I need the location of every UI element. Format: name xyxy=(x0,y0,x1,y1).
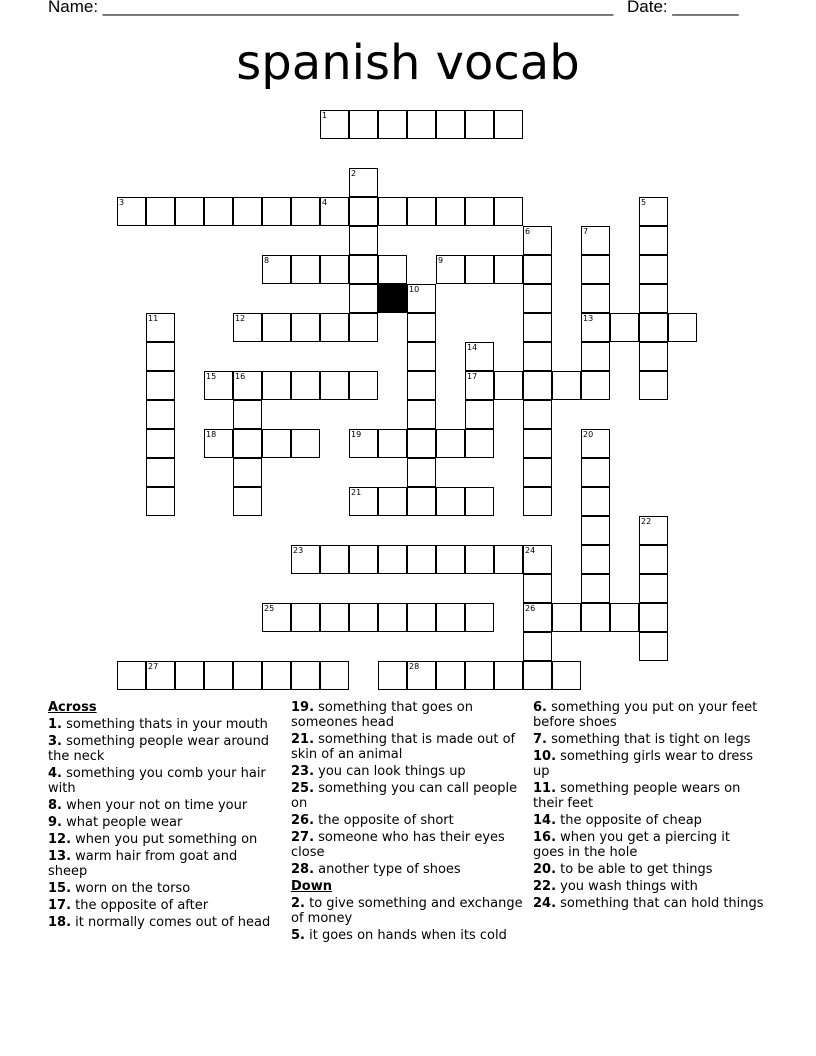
across-clue xyxy=(291,862,523,877)
grid-cell[interactable] xyxy=(523,284,552,313)
grid-cell[interactable] xyxy=(349,487,378,516)
grid-cell[interactable] xyxy=(291,371,320,400)
across-clue xyxy=(291,764,523,779)
grid-cell[interactable] xyxy=(320,371,349,400)
grid-cell[interactable] xyxy=(465,255,494,284)
clue-text: when you put something on xyxy=(71,832,258,847)
grid-cell[interactable] xyxy=(465,400,494,429)
grid-cell[interactable] xyxy=(494,661,523,690)
down-clue xyxy=(533,700,765,730)
grid-cell[interactable] xyxy=(523,632,552,661)
grid-cell[interactable] xyxy=(465,342,494,371)
grid-cell[interactable] xyxy=(349,545,378,574)
clue-text: something that is made out of skin of an animal xyxy=(291,732,516,762)
across-clue xyxy=(48,734,280,764)
grid-cell[interactable] xyxy=(204,371,233,400)
grid-cell[interactable] xyxy=(436,487,465,516)
grid-cell[interactable] xyxy=(320,197,349,226)
across-clue xyxy=(48,832,280,847)
grid-cell[interactable] xyxy=(407,110,436,139)
clue-number: 7 xyxy=(583,227,589,236)
clue-column-3 xyxy=(533,700,765,913)
clue-text: something that is tight on legs xyxy=(546,732,751,747)
across-clue xyxy=(48,849,280,879)
clue-number: 10 xyxy=(409,285,420,294)
grid-cell[interactable] xyxy=(639,545,668,574)
grid-cell[interactable] xyxy=(407,545,436,574)
grid-cell[interactable] xyxy=(581,429,610,458)
grid-cell[interactable] xyxy=(552,661,581,690)
clue-text: to give something and exchange of money xyxy=(291,896,523,926)
clue-number: 17 xyxy=(467,372,478,381)
grid-cell[interactable] xyxy=(639,516,668,545)
clue-number-label: 15. xyxy=(48,881,72,896)
clue-text: when you get a piercing it goes in the hole xyxy=(533,830,731,860)
grid-cell[interactable] xyxy=(523,371,552,400)
black-cell xyxy=(378,284,407,313)
down-clue xyxy=(533,749,765,779)
grid-cell[interactable] xyxy=(581,313,610,342)
across-heading: Across xyxy=(48,700,97,715)
grid-cell[interactable] xyxy=(262,661,291,690)
clue-number-label: 8. xyxy=(48,798,62,813)
grid-cell[interactable] xyxy=(581,458,610,487)
grid-cell[interactable] xyxy=(581,371,610,400)
grid-cell[interactable] xyxy=(378,429,407,458)
grid-cell[interactable] xyxy=(639,197,668,226)
page-title: spanish vocab xyxy=(236,35,580,91)
grid-cell[interactable] xyxy=(378,110,407,139)
clue-number: 12 xyxy=(235,314,246,323)
clue-text: when your not on time your xyxy=(61,798,248,813)
grid-cell[interactable] xyxy=(523,661,552,690)
clue-number: 27 xyxy=(148,662,159,671)
grid-cell[interactable] xyxy=(581,516,610,545)
across-clue xyxy=(48,915,280,930)
grid-cell[interactable] xyxy=(610,313,639,342)
clue-number: 18 xyxy=(206,430,217,439)
grid-cell[interactable] xyxy=(407,400,436,429)
grid-cell[interactable] xyxy=(436,545,465,574)
grid-cell[interactable] xyxy=(639,371,668,400)
grid-cell[interactable] xyxy=(523,313,552,342)
clue-text: the opposite of after xyxy=(71,898,209,913)
grid-cell[interactable] xyxy=(523,429,552,458)
grid-cell[interactable] xyxy=(407,429,436,458)
clue-column-2 xyxy=(291,700,523,945)
clue-text: it goes on hands when its cold xyxy=(304,928,507,943)
clue-text: you can look things up xyxy=(314,764,466,779)
down-clue xyxy=(533,896,765,911)
clue-number: 26 xyxy=(525,604,536,613)
grid-cell[interactable] xyxy=(465,371,494,400)
clue-number: 4 xyxy=(322,198,328,207)
grid-cell[interactable] xyxy=(146,197,175,226)
clue-number-label: 10. xyxy=(533,749,557,764)
grid-cell[interactable] xyxy=(204,429,233,458)
clue-number: 28 xyxy=(409,662,420,671)
grid-cell[interactable] xyxy=(233,197,262,226)
grid-cell[interactable] xyxy=(291,429,320,458)
clue-number: 1 xyxy=(322,111,328,120)
down-clue xyxy=(533,830,765,860)
grid-cell[interactable] xyxy=(262,313,291,342)
grid-cell[interactable] xyxy=(378,255,407,284)
clue-number-label: 23. xyxy=(291,764,315,779)
clue-number: 5 xyxy=(641,198,647,207)
across-clue xyxy=(291,813,523,828)
grid-cell[interactable] xyxy=(494,255,523,284)
grid-cell[interactable] xyxy=(378,487,407,516)
grid-cell[interactable] xyxy=(639,603,668,632)
clue-text: it normally comes out of head xyxy=(71,915,271,930)
clue-number: 13 xyxy=(583,314,594,323)
grid-cell[interactable] xyxy=(639,226,668,255)
grid-cell[interactable] xyxy=(523,458,552,487)
grid-cell[interactable] xyxy=(349,110,378,139)
clue-text: something you put on your feet before shoes xyxy=(533,700,758,730)
clue-number: 25 xyxy=(264,604,275,613)
clue-number-label: 28. xyxy=(291,862,315,877)
grid-cell[interactable] xyxy=(639,284,668,313)
grid-cell[interactable] xyxy=(465,429,494,458)
grid-cell[interactable] xyxy=(465,661,494,690)
grid-cell[interactable] xyxy=(639,255,668,284)
clue-number: 22 xyxy=(641,517,652,526)
clue-text: another type of shoes xyxy=(314,862,461,877)
grid-cell[interactable] xyxy=(523,487,552,516)
grid-cell[interactable] xyxy=(494,110,523,139)
grid-cell[interactable] xyxy=(523,574,552,603)
grid-cell[interactable] xyxy=(523,226,552,255)
grid-cell[interactable] xyxy=(465,603,494,632)
clue-number-label: 16. xyxy=(533,830,557,845)
grid-cell[interactable] xyxy=(465,197,494,226)
clue-number-label: 3. xyxy=(48,734,62,749)
grid-cell[interactable] xyxy=(378,545,407,574)
grid-cell[interactable] xyxy=(407,603,436,632)
grid-cell[interactable] xyxy=(320,255,349,284)
down-clue xyxy=(533,879,765,894)
grid-cell[interactable] xyxy=(465,545,494,574)
clue-text: you wash things with xyxy=(556,879,698,894)
clue-number-label: 24. xyxy=(533,896,557,911)
grid-cell[interactable] xyxy=(610,603,639,632)
grid-cell[interactable] xyxy=(407,197,436,226)
grid-cell[interactable] xyxy=(581,545,610,574)
grid-cell[interactable] xyxy=(349,255,378,284)
clue-number-label: 21. xyxy=(291,732,315,747)
clue-number-label: 6. xyxy=(533,700,547,715)
grid-cell[interactable] xyxy=(639,632,668,661)
grid-cell[interactable] xyxy=(320,545,349,574)
across-clue xyxy=(48,717,280,732)
grid-cell[interactable] xyxy=(146,661,175,690)
grid-cell[interactable] xyxy=(262,603,291,632)
grid-cell[interactable] xyxy=(436,255,465,284)
grid-cell[interactable] xyxy=(291,661,320,690)
clue-number-label: 27. xyxy=(291,830,315,845)
clue-number: 16 xyxy=(235,372,246,381)
grid-cell[interactable] xyxy=(262,255,291,284)
grid-cell[interactable] xyxy=(407,342,436,371)
grid-cell[interactable] xyxy=(349,284,378,313)
clue-number: 3 xyxy=(119,198,125,207)
name-field-label: Name: ______________________________________________________ xyxy=(48,0,614,16)
across-clue xyxy=(48,881,280,896)
clue-number-label: 14. xyxy=(533,813,557,828)
grid-cell[interactable] xyxy=(146,342,175,371)
grid-cell[interactable] xyxy=(320,603,349,632)
clue-number: 20 xyxy=(583,430,594,439)
clue-text: something girls wear to dress up xyxy=(533,749,753,779)
grid-cell[interactable] xyxy=(436,661,465,690)
grid-cell[interactable] xyxy=(552,371,581,400)
grid-cell[interactable] xyxy=(146,429,175,458)
grid-cell[interactable] xyxy=(204,661,233,690)
clue-text: someone who has their eyes close xyxy=(291,830,505,860)
grid-cell[interactable] xyxy=(175,661,204,690)
clue-number-label: 2. xyxy=(291,896,305,911)
clue-number-label: 9. xyxy=(48,815,62,830)
down-clue xyxy=(533,781,765,811)
clue-number-label: 26. xyxy=(291,813,315,828)
down-heading: Down xyxy=(291,879,332,894)
down-clue xyxy=(533,862,765,877)
across-clue xyxy=(48,798,280,813)
grid-cell[interactable] xyxy=(465,487,494,516)
across-clue xyxy=(291,732,523,762)
clue-text: something thats in your mouth xyxy=(61,717,268,732)
grid-cell[interactable] xyxy=(320,661,349,690)
grid-cell[interactable] xyxy=(146,400,175,429)
clue-text: something people wear around the neck xyxy=(48,734,270,764)
clue-number-label: 12. xyxy=(48,832,72,847)
clue-text: what people wear xyxy=(61,815,183,830)
grid-cell[interactable] xyxy=(581,574,610,603)
down-clue xyxy=(291,928,523,943)
clue-number-label: 17. xyxy=(48,898,72,913)
down-clue xyxy=(533,813,765,828)
grid-cell[interactable] xyxy=(581,603,610,632)
grid-cell[interactable] xyxy=(349,429,378,458)
clue-number-label: 19. xyxy=(291,700,315,715)
clue-number-label: 22. xyxy=(533,879,557,894)
clue-number-label: 25. xyxy=(291,781,315,796)
grid-cell[interactable] xyxy=(494,545,523,574)
grid-cell[interactable] xyxy=(668,313,697,342)
grid-cell[interactable] xyxy=(291,197,320,226)
clue-text: worn on the torso xyxy=(71,881,191,896)
clue-number-label: 4. xyxy=(48,766,62,781)
grid-cell[interactable] xyxy=(581,284,610,313)
clue-number-label: 7. xyxy=(533,732,547,747)
grid-cell[interactable] xyxy=(262,429,291,458)
grid-cell[interactable] xyxy=(233,487,262,516)
clue-number: 8 xyxy=(264,256,270,265)
clue-number-label: 13. xyxy=(48,849,72,864)
grid-cell[interactable] xyxy=(233,400,262,429)
grid-cell[interactable] xyxy=(581,342,610,371)
grid-cell[interactable] xyxy=(262,371,291,400)
across-clue xyxy=(291,781,523,811)
grid-cell[interactable] xyxy=(494,371,523,400)
clue-number-label: 18. xyxy=(48,915,72,930)
down-clue xyxy=(533,732,765,747)
grid-cell[interactable] xyxy=(146,371,175,400)
clue-number: 11 xyxy=(148,314,159,323)
grid-cell[interactable] xyxy=(523,342,552,371)
across-clue xyxy=(48,815,280,830)
grid-cell[interactable] xyxy=(523,545,552,574)
grid-cell[interactable] xyxy=(639,342,668,371)
grid-cell[interactable] xyxy=(291,255,320,284)
grid-cell[interactable] xyxy=(117,661,146,690)
down-clue xyxy=(291,896,523,926)
grid-cell[interactable] xyxy=(233,661,262,690)
grid-cell[interactable] xyxy=(407,371,436,400)
grid-cell[interactable] xyxy=(146,313,175,342)
grid-cell[interactable] xyxy=(233,458,262,487)
grid-cell[interactable] xyxy=(233,313,262,342)
grid-cell[interactable] xyxy=(349,197,378,226)
across-clue xyxy=(291,700,523,730)
grid-cell[interactable] xyxy=(378,197,407,226)
clue-text: the opposite of short xyxy=(314,813,454,828)
grid-cell[interactable] xyxy=(407,487,436,516)
clue-number: 2 xyxy=(351,169,357,178)
grid-cell[interactable] xyxy=(233,371,262,400)
clue-number-label: 20. xyxy=(533,862,557,877)
grid-cell[interactable] xyxy=(291,603,320,632)
grid-cell[interactable] xyxy=(639,313,668,342)
grid-cell[interactable] xyxy=(436,110,465,139)
grid-cell[interactable] xyxy=(436,603,465,632)
grid-cell[interactable] xyxy=(146,458,175,487)
grid-cell[interactable] xyxy=(407,661,436,690)
grid-cell[interactable] xyxy=(349,371,378,400)
grid-cell[interactable] xyxy=(523,400,552,429)
clue-number-label: 11. xyxy=(533,781,557,796)
grid-cell[interactable] xyxy=(349,226,378,255)
grid-cell[interactable] xyxy=(320,313,349,342)
clue-text: something people wears on their feet xyxy=(533,781,741,811)
clue-text: something you comb your hair with xyxy=(48,766,266,796)
grid-cell[interactable] xyxy=(233,429,262,458)
clue-number: 21 xyxy=(351,488,362,497)
grid-cell[interactable] xyxy=(581,226,610,255)
grid-cell[interactable] xyxy=(349,603,378,632)
clue-number: 14 xyxy=(467,343,478,352)
grid-cell[interactable] xyxy=(407,458,436,487)
grid-cell[interactable] xyxy=(175,197,204,226)
grid-cell[interactable] xyxy=(291,545,320,574)
across-clue xyxy=(291,830,523,860)
clue-text: something that can hold things xyxy=(556,896,764,911)
grid-cell[interactable] xyxy=(436,197,465,226)
clue-text: warm hair from goat and sheep xyxy=(48,849,238,879)
grid-cell[interactable] xyxy=(204,197,233,226)
clue-text: something you can call people on xyxy=(291,781,518,811)
clue-number: 15 xyxy=(206,372,217,381)
grid-cell[interactable] xyxy=(117,197,146,226)
grid-cell[interactable] xyxy=(262,197,291,226)
clue-text: to be able to get things xyxy=(556,862,713,877)
grid-cell[interactable] xyxy=(465,110,494,139)
grid-cell[interactable] xyxy=(349,168,378,197)
grid-cell[interactable] xyxy=(581,255,610,284)
grid-cell[interactable] xyxy=(320,110,349,139)
grid-cell[interactable] xyxy=(291,313,320,342)
grid-cell[interactable] xyxy=(523,603,552,632)
clue-number: 19 xyxy=(351,430,362,439)
clue-text: the opposite of cheap xyxy=(556,813,702,828)
clue-number: 24 xyxy=(525,546,536,555)
clue-number: 6 xyxy=(525,227,531,236)
clue-number: 9 xyxy=(438,256,444,265)
grid-cell[interactable] xyxy=(378,603,407,632)
across-clue xyxy=(48,766,280,796)
clue-text: something that goes on someones head xyxy=(291,700,473,730)
grid-cell[interactable] xyxy=(494,197,523,226)
grid-cell[interactable] xyxy=(349,313,378,342)
clue-number-label: 5. xyxy=(291,928,305,943)
grid-cell[interactable] xyxy=(407,284,436,313)
clue-number-label: 1. xyxy=(48,717,62,732)
grid-cell[interactable] xyxy=(378,661,407,690)
date-field-label: Date: _______ xyxy=(627,0,739,16)
across-clue xyxy=(48,898,280,913)
grid-cell[interactable] xyxy=(639,574,668,603)
grid-cell[interactable] xyxy=(552,603,581,632)
clue-number: 23 xyxy=(293,546,304,555)
clue-column-1 xyxy=(48,700,280,932)
grid-cell[interactable] xyxy=(523,255,552,284)
grid-cell[interactable] xyxy=(436,429,465,458)
grid-cell[interactable] xyxy=(581,487,610,516)
grid-cell[interactable] xyxy=(146,487,175,516)
grid-cell[interactable] xyxy=(407,313,436,342)
